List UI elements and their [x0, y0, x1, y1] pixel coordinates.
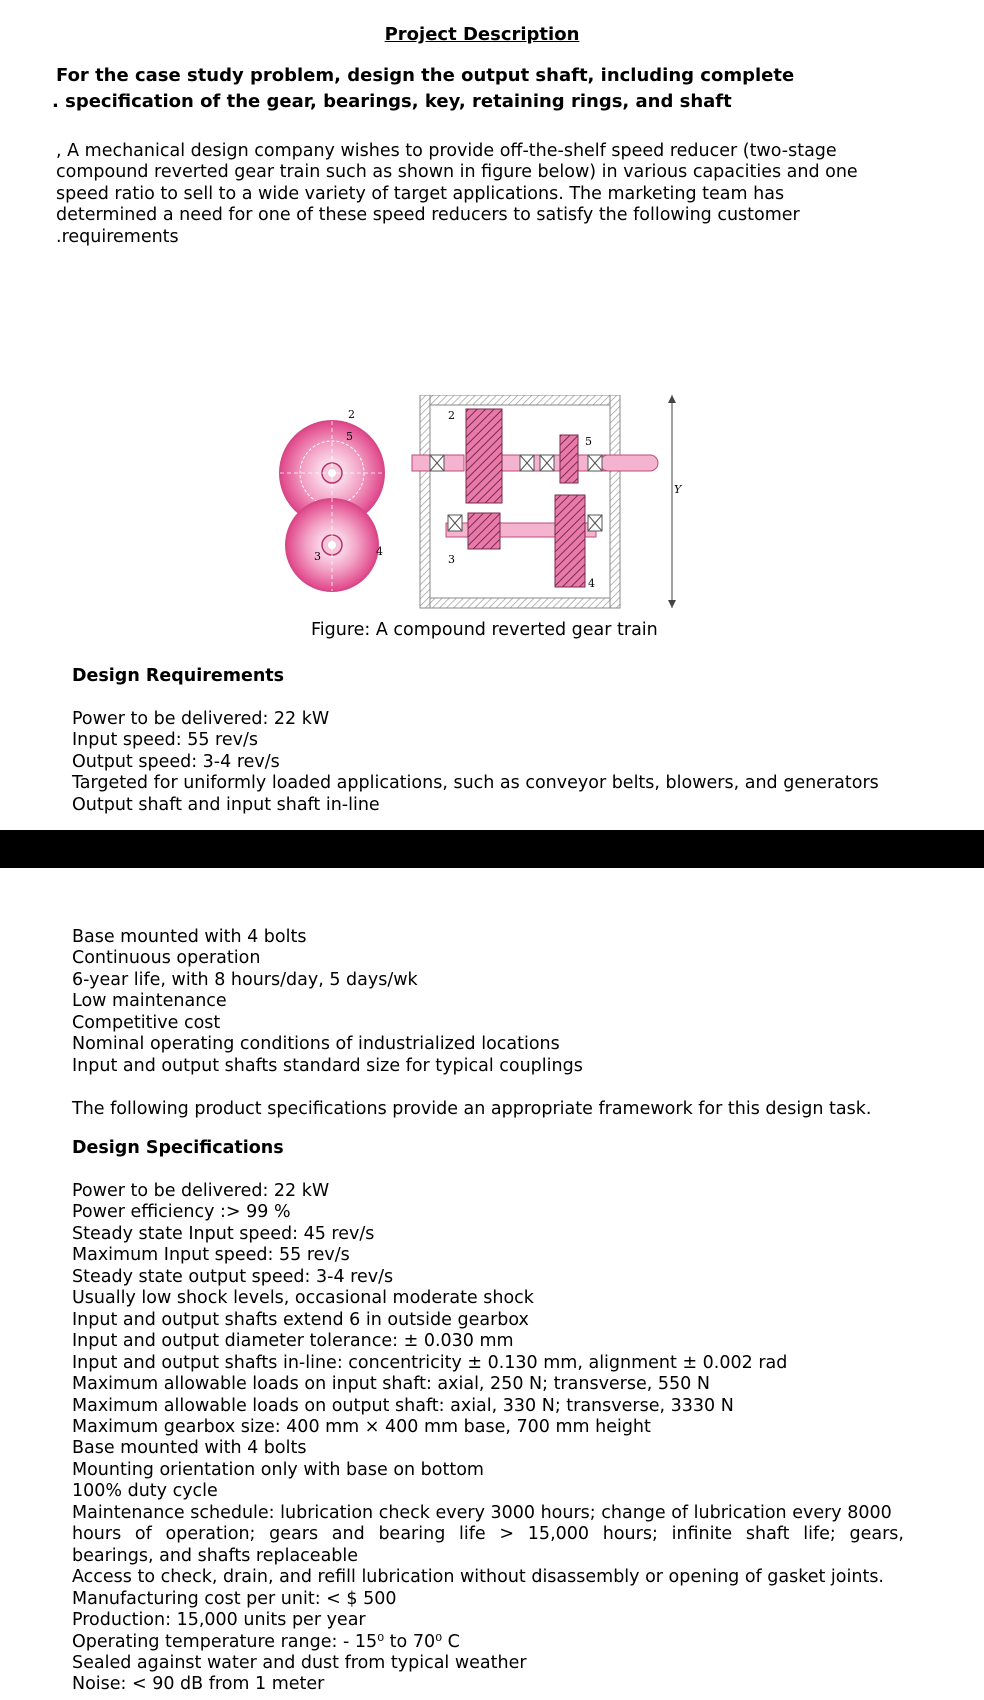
list-item: Maximum Input speed: 55 rev/s: [72, 1245, 350, 1266]
list-item: Maximum allowable loads on input shaft: axial, 250 N; transverse, 550 N: [72, 1374, 710, 1395]
list-item: Operating temperature range: - 15⁰ to 70⁰ C: [72, 1631, 460, 1652]
list-item: Targeted for uniformly loaded applications, such as conveyor belts, blowers, and generators: [72, 773, 879, 794]
list-item: 100% duty cycle: [72, 1481, 218, 1502]
list-item: Power efficiency :> 99 %: [72, 1202, 291, 1223]
paragraph-line: determined a need for one of these speed reducers to satisfy the following customer: [56, 205, 800, 226]
specifications-list: [72, 1181, 904, 1696]
paragraph-line: .requirements: [56, 226, 179, 247]
label-4-right: 4: [588, 577, 595, 590]
list-item: Maximum gearbox size: 400 mm × 400 mm base, 700 mm height: [72, 1416, 651, 1437]
label-5-right: 5: [585, 435, 592, 448]
list-item: 6-year life, with 8 hours/day, 5 days/wk: [72, 969, 418, 990]
gear-front-view: [280, 408, 384, 591]
list-item: Sealed against water and dust from typical weather: [72, 1652, 527, 1673]
gear-section-view: [412, 395, 683, 608]
design-requirements-heading: Design Requirements: [72, 666, 285, 686]
list-item: Output shaft and input shaft in-line: [72, 794, 380, 815]
label-2-right: 2: [448, 409, 455, 422]
gear-train-figure: [270, 395, 690, 610]
list-item: Power to be delivered: 22 kW: [72, 1181, 330, 1201]
list-item: Manufacturing cost per unit: < $ 500: [72, 1588, 397, 1609]
list-item: Power to be delivered: 22 kW: [72, 709, 330, 729]
list-item: Input and output shafts standard size for typical couplings: [72, 1055, 583, 1076]
intro-line-2: . specification of the gear, bearings, key, retaining rings, and shaft: [52, 91, 732, 112]
description-paragraph: [56, 141, 916, 248]
label-3-right: 3: [448, 553, 455, 566]
list-item: hours of operation; gears and bearing life > 15,000 hours; infinite shaft life; gears,: [72, 1524, 904, 1545]
list-item: Input and output shafts extend 6 in outside gearbox: [72, 1309, 529, 1330]
label-y: Y: [674, 483, 682, 496]
list-item: Maximum allowable loads on output shaft: axial, 330 N; transverse, 3330 N: [72, 1395, 734, 1416]
list-item: Mounting orientation only with base on bottom: [72, 1459, 484, 1480]
label-2-left: 2: [348, 408, 355, 421]
requirements-list-continued: [72, 927, 583, 1077]
list-item: Production: 15,000 units per year: [72, 1610, 366, 1631]
list-item: Input and output diameter tolerance: ± 0.030 mm: [72, 1331, 514, 1352]
page-break-bar: [0, 830, 984, 868]
list-item: Base mounted with 4 bolts: [72, 927, 307, 947]
list-item: Access to check, drain, and refill lubrication without disassembly or opening of gasket joints.: [72, 1567, 884, 1588]
list-item: Noise: < 90 dB from 1 meter: [72, 1674, 325, 1695]
label-4-left: 4: [376, 545, 383, 558]
page-title: Project Description: [384, 24, 580, 45]
figure-caption: Figure: A compound reverted gear train: [311, 620, 658, 640]
list-item: Output speed: 3-4 rev/s: [72, 751, 280, 772]
list-item: bearings, and shafts replaceable: [72, 1545, 359, 1566]
paragraph-line: compound reverted gear train such as shown in figure below) in various capacities and one: [56, 162, 858, 183]
list-item: Low maintenance: [72, 991, 227, 1012]
list-item: Competitive cost: [72, 1012, 221, 1033]
intro-line-1: For the case study problem, design the output shaft, including complete: [56, 65, 795, 86]
design-specifications-heading: Design Specifications: [72, 1138, 284, 1158]
framework-text: The following product specifications provide an appropriate framework for this design task.: [72, 1099, 872, 1119]
list-item: Steady state Input speed: 45 rev/s: [72, 1223, 375, 1244]
list-item: Usually low shock levels, occasional moderate shock: [72, 1288, 534, 1309]
label-3-left: 3: [314, 550, 321, 563]
paragraph-line: , A mechanical design company wishes to provide off-the-shelf speed reducer (two-stage: [56, 141, 837, 161]
list-item: Nominal operating conditions of industrialized locations: [72, 1034, 560, 1055]
paragraph-line: speed ratio to sell to a wide variety of target applications. The marketing team has: [56, 183, 785, 204]
list-item: Maintenance schedule: lubrication check every 3000 hours; change of lubrication every 8000: [72, 1502, 892, 1523]
list-item: Base mounted with 4 bolts: [72, 1438, 307, 1459]
label-5-left: 5: [346, 430, 353, 443]
list-item: Steady state output speed: 3-4 rev/s: [72, 1266, 394, 1287]
list-item: Input speed: 55 rev/s: [72, 730, 258, 751]
list-item: Input and output shafts in-line: concentricity ± 0.130 mm, alignment ± 0.002 rad: [72, 1352, 788, 1373]
list-item: Continuous operation: [72, 948, 261, 969]
requirements-list: [72, 709, 879, 816]
